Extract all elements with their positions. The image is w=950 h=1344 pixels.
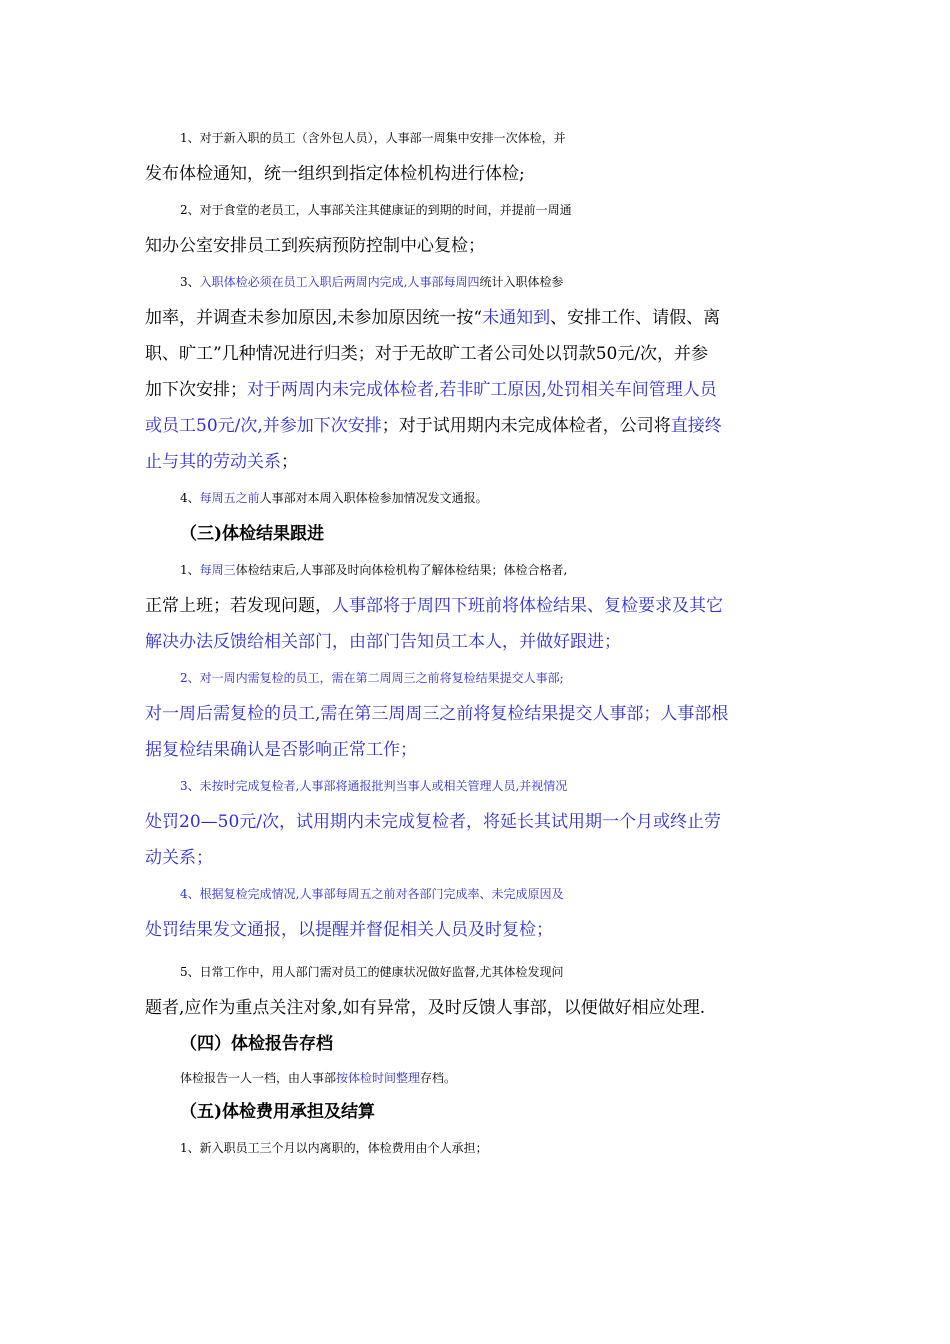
paragraph-line: [145, 738, 815, 762]
text-run: 1、: [180, 563, 200, 577]
text-run: 5、日常工作中，用人部门需对员工的健康状况做好监督,尤其体检发现问: [180, 965, 564, 979]
paragraph-line: [145, 450, 815, 474]
highlighted-text: 据复检结果确认是否影响正常工作；: [145, 740, 417, 760]
text-run: 发布体检通知，统一组织到指定体检机构进行体检;: [145, 164, 525, 184]
highlighted-text: 4、根据复检完成情况,人事部每周五之前对各部门完成率、未完成原因及: [180, 887, 564, 901]
paragraph-line: [145, 1136, 850, 1160]
paragraph-line: [145, 1066, 850, 1090]
text-run: 正常上班；若发现问题，: [145, 596, 332, 616]
text-run: 体检报告一人一档，由人事部: [180, 1071, 337, 1085]
highlighted-text: 或员工50元/次,并参加下次安排: [145, 416, 382, 436]
text-run: 人事部对本周入职体检参加情况发文通报。: [259, 491, 488, 505]
highlighted-text: 每周三: [199, 563, 236, 577]
highlighted-text: 人事部将于周四下班前将体检结果、复检要求及其它: [332, 596, 723, 616]
highlighted-text: 处罚20—50元/次，试用期内未完成复检者，将延长其试用期一个月或终止劳: [145, 812, 721, 832]
text-run: 1、对于新入职的员工（含外包人员），人事部一周集中安排一次体检，并: [180, 131, 566, 145]
highlighted-text: 2、对一周内需复检的员工，需在第二周周三之前将复检结果提交人事部;: [180, 671, 564, 685]
paragraph-line: [145, 558, 850, 582]
text-run: 职、旷工”几种情况进行归类；对于无故旷工者公司处以罚款50元/次，并参: [145, 344, 709, 364]
paragraph-line: [145, 630, 815, 654]
paragraph-line: [145, 918, 815, 942]
heading-text: （四）体检报告存档: [180, 1034, 333, 1054]
text-run: 统计入职体检参: [479, 275, 564, 289]
paragraph-line: [145, 198, 850, 222]
text-run: 题者,应作为重点关注对象,如有异常，及时反馈人事部，以便做好相应处理.: [145, 998, 706, 1018]
text-run: ；对于试用期内未完成体检者，公司将: [381, 416, 671, 436]
paragraph-line: [145, 378, 815, 402]
highlighted-text: 入职体检必须在员工入职后两周内完成,人事部每周四: [199, 275, 480, 289]
paragraph-line: [145, 234, 815, 258]
text-run: 4、: [180, 491, 200, 505]
paragraph-line: [145, 594, 815, 618]
section-heading: [180, 1100, 375, 1124]
text-run: 存档。: [420, 1071, 457, 1085]
heading-text: （三)体检结果跟进: [180, 524, 325, 544]
text-run: 加率，并调查未参加原因,未参加原因统一按“: [145, 308, 483, 328]
text-run: 、安排工作、请假、离: [550, 308, 721, 328]
text-run: ；: [281, 452, 298, 472]
section-heading: [180, 1032, 333, 1056]
paragraph-line: [145, 846, 815, 870]
paragraph-line: [145, 666, 850, 690]
heading-text: （五)体检费用承担及结算: [180, 1102, 376, 1122]
paragraph-line: [145, 342, 815, 366]
text-run: 体检结束后,人事部及时向体检机构了解体检结果；体检合格者,: [235, 563, 568, 577]
paragraph-line: [145, 810, 815, 834]
highlighted-text: 每周五之前: [199, 491, 260, 505]
paragraph-line: [145, 486, 850, 510]
paragraph-line: [145, 414, 815, 438]
highlighted-text: 直接终: [670, 416, 722, 436]
highlighted-text: 对于两周内未完成体检者,若非旷工原因,处罚相关车间管理人员: [247, 380, 717, 400]
highlighted-text: 处罚结果发文通报，以提醒并督促相关人员及时复检；: [145, 920, 553, 940]
paragraph-line: [145, 306, 815, 330]
paragraph-line: [145, 126, 850, 150]
paragraph-line: [145, 774, 850, 798]
highlighted-text: 对一周后需复检的员工,需在第三周周三之前将复检结果提交人事部；人事部根: [145, 704, 729, 724]
text-run: 3、: [180, 275, 200, 289]
highlighted-text: 止与其的劳动关系: [145, 452, 281, 472]
highlighted-text: 按体检时间整理: [336, 1071, 421, 1085]
paragraph-line: [145, 702, 815, 726]
highlighted-text: 动关系；: [145, 848, 213, 868]
paragraph-line: [145, 996, 815, 1020]
section-heading: [180, 522, 324, 546]
text-run: 1、新入职员工三个月以内离职的，体检费用由个人承担；: [180, 1141, 488, 1155]
highlighted-text: 未通知到: [482, 308, 551, 328]
text-run: 2、对于食堂的老员工，人事部关注其健康证的到期的时间，并提前一周通: [180, 203, 572, 217]
paragraph-line: [145, 882, 850, 906]
text-run: 知办公室安排员工到疾病预防控制中心复检；: [145, 236, 485, 256]
highlighted-text: 3、未按时完成复检者,人事部将通报批判当事人或相关管理人员,并视情况: [180, 779, 568, 793]
text-run: 加下次安排；: [145, 380, 247, 400]
highlighted-text: 解决办法反馈给相关部门，由部门告知员工本人，并做好跟进；: [145, 632, 621, 652]
paragraph-line: [145, 162, 815, 186]
paragraph-line: [145, 270, 850, 294]
paragraph-line: [145, 960, 850, 984]
